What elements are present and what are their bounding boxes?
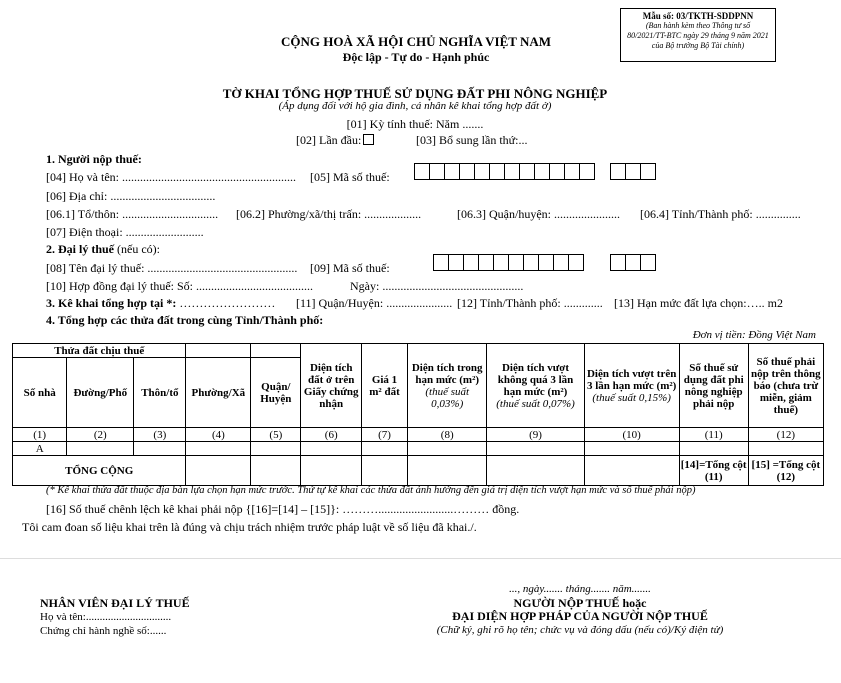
col-number: (4) xyxy=(186,428,251,442)
form-note-1: (Ban hành kèm theo Thông tư số xyxy=(645,21,751,30)
country-name: CỘNG HOÀ XÃ HỘI CHỦ NGHĨA VIỆT NAM xyxy=(280,34,552,49)
agent-section-title xyxy=(46,242,160,257)
col-number: (3) xyxy=(134,428,186,442)
taxpayer-taxcode-boxes[interactable] xyxy=(414,163,594,180)
taxpayer-sign-title-2: ĐẠI DIỆN HỢP PHÁP CỦA NGƯỜI NỘP THUẾ xyxy=(452,609,708,623)
taxpayer-taxcode-suffix-boxes[interactable] xyxy=(610,163,655,180)
difference-field[interactable]: [16] Số thuế chênh lệch kê khai phải nộp {[16]=[14] – [15]}: ……….........................……… đồng. xyxy=(46,502,520,516)
row-a-label: A xyxy=(13,442,67,456)
agent-taxcode-boxes[interactable] xyxy=(433,254,583,271)
taxpayer-taxcode-label: [05] Mã số thuế: xyxy=(310,170,390,184)
col-number: (1) xyxy=(13,428,67,442)
province-field[interactable]: [06.4] Tỉnh/Thành phố: ............... xyxy=(640,207,801,221)
col-number: (6) xyxy=(301,428,362,442)
land-limit-field[interactable]: [13] Hạn mức đất lựa chọn:….. m2 xyxy=(614,296,783,310)
declare-at-label: 3. Kê khai tổng hợp tại *: xyxy=(46,296,177,310)
agent-taxcode-label: [09] Mã số thuế: xyxy=(310,261,390,275)
col-number: (9) xyxy=(487,428,584,442)
col-header-10 xyxy=(584,344,679,428)
taxpayer-sign-title-1: NGƯỜI NỘP THUẾ hoặc xyxy=(513,596,647,610)
agent-contract-field[interactable]: [10] Hợp đồng đại lý thuế: Số: ....................................... xyxy=(46,279,313,293)
currency-unit: Đơn vị tiền: Đồng Việt Nam xyxy=(692,329,816,341)
agent-staff-name[interactable]: Họ và tên:............................... xyxy=(40,611,172,623)
supplement-field[interactable]: [03] Bổ sung lần thứ:... xyxy=(416,133,528,147)
agent-name-field[interactable]: [08] Tên đại lý thuế: .................................................. xyxy=(46,261,298,275)
form-note-2: 80/2021/TT-BTC ngày 29 tháng 9 năm 2021 xyxy=(627,31,769,40)
form-code: Mẫu số: 03/TKTH-SDDPNN xyxy=(642,11,754,21)
col-number: (2) xyxy=(67,428,134,442)
col-number: (5) xyxy=(251,428,301,442)
section4-title: 4. Tổng hợp các thửa đất trong cùng Tỉnh/Thành phố: xyxy=(46,313,324,327)
taxpayer-name-field[interactable]: [04] Họ và tên: .......................................................... xyxy=(46,170,296,184)
motto: Độc lập - Tự do - Hạnh phúc xyxy=(342,50,490,64)
taxpayer-section-title: 1. Người nộp thuế: xyxy=(46,152,142,166)
col-header-11: Số thuế sử dụng đất phi nông nghiệp phải nộp xyxy=(679,344,748,428)
table-footnote: (* Kê khai thửa đất thuộc địa bàn lựa chọn hạn mức trước. Thứ tự kê khai các thửa đất ảnh hưởng đến giá trị diện tích vượt hạn mức và số thuế phải nộp) xyxy=(46,485,696,496)
taxpayer-sign-note: (Chữ ký, ghi rõ họ tên; chức vụ và đóng dấu (nếu có)/Ký điện tử) xyxy=(436,624,724,636)
col-header-3: Thôn/tổ xyxy=(134,358,186,428)
col-number: (7) xyxy=(362,428,408,442)
declare-province-field[interactable]: [12] Tỉnh/Thành phố: ............. xyxy=(457,296,603,310)
col-header-1: Số nhà xyxy=(13,358,67,428)
col-number: (10) xyxy=(584,428,679,442)
col-header-8 xyxy=(408,344,487,428)
col-header-9-note: (thuế suất 0,07%) xyxy=(496,397,575,410)
total-col-11[interactable]: [14]=Tổng cột (11) xyxy=(679,456,748,486)
agent-taxcode-suffix-boxes[interactable] xyxy=(610,254,655,271)
agent-section-label: 2. Đại lý thuế xyxy=(46,242,115,256)
total-label: TỔNG CỘNG xyxy=(13,456,186,486)
first-time-field xyxy=(296,133,374,148)
col-header-8-note: (thuế suất 0,03%) xyxy=(425,385,470,410)
col-number: (8) xyxy=(408,428,487,442)
col-header-4: Phường/Xã xyxy=(186,358,251,428)
col-number: (12) xyxy=(748,428,823,442)
total-row xyxy=(13,456,824,486)
sign-date[interactable]: ..., ngày....... tháng....... năm....... xyxy=(509,583,651,595)
declare-district-field[interactable]: [11] Quận/Huyện: ...................... xyxy=(296,296,453,310)
col-header-2: Đường/Phố xyxy=(67,358,134,428)
col-number: (11) xyxy=(679,428,748,442)
declare-at-row xyxy=(46,296,275,311)
form-note-3: của Bộ trưởng Bộ Tài chính) xyxy=(651,41,745,50)
form-title: TỜ KHAI TỔNG HỢP THUẾ SỬ DỤNG ĐẤT PHI NÔNG NGHIỆP xyxy=(222,86,608,101)
district-field[interactable]: [06.3] Quận/huyện: ...................... xyxy=(457,207,620,221)
phone-field[interactable]: [07] Điện thoại: .......................... xyxy=(46,225,204,239)
tax-period: [01] Kỳ tính thuế: Năm ....... xyxy=(346,117,484,131)
form-subtitle: (Áp dụng đối với hộ gia đình, cá nhân kê khai tổng hợp đất ở) xyxy=(278,100,552,112)
agent-staff-title: NHÂN VIÊN ĐẠI LÝ THUẾ xyxy=(40,596,190,610)
col-header-8-label: Diện tích trong hạn mức (m²) xyxy=(411,361,483,386)
land-plots-table xyxy=(12,343,824,486)
agent-contract-date-field[interactable]: Ngày: ............................................... xyxy=(350,279,524,293)
col-header-10-note: (thuế suất 0,15%) xyxy=(592,391,671,404)
divider xyxy=(0,558,841,559)
declare-at-dots: …………………… xyxy=(176,296,276,310)
col-header-7: Giá 1 m² đất xyxy=(362,344,408,428)
col-header-9 xyxy=(487,344,584,428)
col-header-9-label: Diện tích vượt không quá 3 lần hạn mức (m²) xyxy=(497,361,574,398)
first-time-label: [02] Lần đầu: xyxy=(296,133,362,147)
agent-section-note: (nếu có): xyxy=(117,242,160,256)
total-col-12[interactable]: [15] =Tổng cột (12) xyxy=(748,456,823,486)
form-code-box xyxy=(620,8,776,62)
commitment-text: Tôi cam đoan số liệu khai trên là đúng và chịu trách nhiệm trước pháp luật về số liệu đã khai./. xyxy=(22,520,477,534)
col-header-6: Diện tích đất ở trên Giấy chứng nhận xyxy=(301,344,362,428)
hamlet-field[interactable]: [06.1] Tổ/thôn: ................................ xyxy=(46,207,219,221)
table-row xyxy=(13,442,824,456)
ward-field[interactable]: [06.2] Phường/xã/thị trấn: ................... xyxy=(236,207,422,221)
agent-staff-cert[interactable]: Chứng chỉ hành nghề số:...... xyxy=(40,625,167,637)
first-time-checkbox[interactable] xyxy=(363,134,374,145)
col-header-10-label: Diện tích vượt trên 3 lần hạn mức (m²) xyxy=(586,367,677,392)
col-header-12: Số thuế phải nộp trên thông báo (chưa trừ miễn, giảm thuế) xyxy=(748,344,823,428)
address-field[interactable]: [06] Địa chỉ: ................................... xyxy=(46,189,216,203)
col-header-5: Quận/ Huyện xyxy=(251,358,301,428)
plot-group-header: Thửa đất chịu thuế xyxy=(13,344,186,358)
